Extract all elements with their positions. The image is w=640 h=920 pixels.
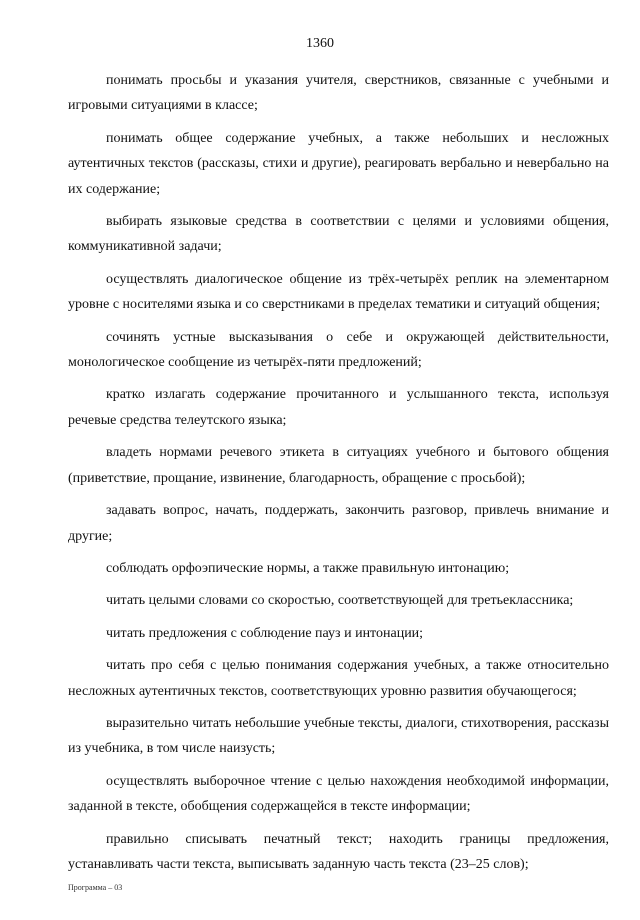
paragraph: понимать просьбы и указания учителя, сверстников, связанные с учебными и игровыми ситуациями в классе; — [68, 73, 609, 114]
paragraph: читать предложения с соблюдение пауз и интонации; — [106, 625, 424, 641]
paragraph: правильно списывать печатный текст; находить границы предложения, устанавливать части текста, выписывать заданную часть текста (23–25 слов); — [68, 831, 609, 872]
document-body — [68, 68, 609, 884]
paragraph: осуществлять диалогическое общение из трёх-четырёх реплик на элементарном уровне с носителями языка и со сверстниками в пределах тематики и ситуаций общения; — [68, 271, 609, 313]
paragraph: читать целыми словами со скоростью, соответствующей для третьеклассника; — [106, 593, 574, 609]
page-number: 1360 — [306, 36, 334, 51]
paragraph: осуществлять выборочное чтение с целью нахождения необходимой информации, заданной в тексте, обобщения содержащейся в тексте информации; — [68, 773, 609, 815]
paragraph: соблюдать орфоэпические нормы, а также правильную интонацию; — [106, 560, 510, 576]
paragraph: выразительно читать небольшие учебные тексты, диалоги, стихотворения, рассказы из учебника, в том числе наизусть; — [68, 715, 609, 757]
paragraph: понимать общее содержание учебных, а также небольших и несложных аутентичных текстов (рассказы, стихи и другие), реагировать вербально и невербально на их содержание; — [68, 130, 609, 197]
paragraph: задавать вопрос, начать, поддержать, закончить разговор, привлечь внимание и другие; — [68, 503, 609, 544]
paragraph: кратко излагать содержание прочитанного и услышанного текста, используя речевые средства телеутского языка; — [68, 387, 609, 428]
paragraph: сочинять устные высказывания о себе и окружающей действительности, монологическое сообщение из четырёх-пяти предложений; — [68, 329, 609, 371]
paragraph: владеть нормами речевого этикета в ситуациях учебного и бытового общения (приветствие, прощание, извинение, благодарность, обращение с просьбой); — [68, 445, 609, 486]
paragraph: читать про себя с целью понимания содержания учебных, а также относительно несложных аутентичных текстов, соответствующих уровню развития обучающегося; — [68, 658, 609, 699]
page-footer: Программа – 03 — [68, 883, 123, 892]
paragraph: выбирать языковые средства в соответствии с целями и условиями общения, коммуникативной задачи; — [68, 214, 609, 255]
